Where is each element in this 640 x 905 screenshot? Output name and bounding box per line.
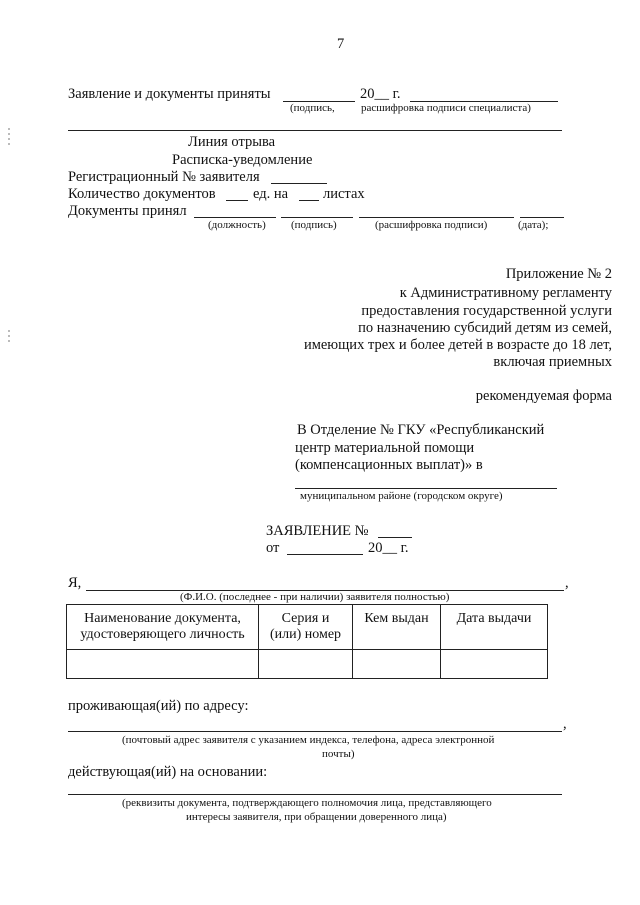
signature-caption: (подпись) — [291, 219, 337, 231]
tear-line-label: Линия отрыва — [188, 134, 276, 150]
table-row — [67, 649, 548, 678]
application-date-line — [287, 554, 363, 555]
scan-mark — [8, 143, 10, 145]
header-issued-by: Кем выдан — [353, 605, 441, 650]
cell-issued-by[interactable] — [353, 649, 441, 678]
cell-issue-date[interactable] — [441, 649, 548, 678]
page-number: 7 — [337, 36, 345, 52]
cell-document-name[interactable] — [67, 649, 259, 678]
scan-mark — [8, 138, 10, 140]
header-document-name: Наименование документа, удостоверяющего личность — [67, 605, 259, 650]
applicant-comma: , — [565, 575, 569, 591]
accepted-decode-caption: расшифровка подписи специалиста) — [361, 102, 531, 114]
scan-mark — [8, 340, 10, 342]
residence-caption-2: почты) — [322, 748, 355, 760]
accepted-by-label: Документы принял — [68, 203, 187, 219]
application-title: ЗАЯВЛЕНИЕ № — [266, 523, 369, 539]
applicant-i-label: Я, — [68, 575, 82, 591]
scan-mark — [8, 133, 10, 135]
municipality-caption: муниципальном районе (городском округе) — [300, 490, 503, 502]
scan-mark — [8, 335, 10, 337]
application-number-line — [378, 537, 412, 538]
position-caption: (должность) — [208, 219, 266, 231]
addressee-line-2: центр материальной помощи — [295, 440, 475, 456]
decode-caption: (расшифровка подписи) — [375, 219, 488, 231]
appendix-line-4: по назначению субсидий детям из семей, — [358, 320, 612, 336]
residence-comma: , — [563, 716, 567, 732]
reg-number-label: Регистрационный № заявителя — [68, 169, 260, 185]
count-units: ед. на — [253, 186, 289, 202]
application-year: 20__ г. — [368, 540, 409, 556]
form-note: рекомендуемая форма — [475, 388, 612, 404]
date-caption: (дата); — [518, 219, 549, 231]
accepted-sign-caption: (подпись, — [290, 102, 335, 114]
reg-number-line — [271, 183, 327, 184]
appendix-line-1: Приложение № 2 — [505, 266, 612, 282]
scan-mark — [8, 128, 10, 130]
count-units-line — [226, 200, 248, 201]
basis-caption-1: (реквизиты документа, подтверждающего полномочия лица, представляющего — [122, 797, 492, 809]
municipality-line — [295, 488, 557, 489]
table-header-row — [67, 605, 548, 650]
appendix-line-5: имеющих трех и более детей в возрасте до 18 лет, — [303, 337, 612, 353]
count-sheets-line — [299, 200, 319, 201]
scan-mark — [8, 330, 10, 332]
fio-caption: (Ф.И.О. (последнее - при наличии) заявителя полностью) — [180, 591, 450, 603]
count-sheets: листах — [323, 186, 365, 202]
appendix-line-3: предоставления государственной услуги — [361, 303, 612, 319]
application-from: от — [266, 540, 280, 556]
addressee-line-3: (компенсационных выплат)» в — [295, 457, 483, 473]
id-document-table — [66, 604, 548, 679]
residence-caption-1: (почтовый адрес заявителя с указанием индекса, телефона, адреса электронной — [122, 734, 495, 746]
receipt-title: Расписка-уведомление — [172, 152, 313, 168]
count-label: Количество документов — [68, 186, 216, 202]
decode-line — [359, 217, 514, 218]
accepted-label: Заявление и документы приняты — [68, 86, 271, 102]
appendix-line-2: к Административному регламенту — [399, 285, 612, 301]
tear-separator — [68, 130, 562, 131]
basis-label: действующая(ий) на основании: — [68, 764, 268, 780]
basis-line — [68, 794, 562, 795]
position-line — [194, 217, 276, 218]
appendix-line-6: включая приемных — [493, 354, 612, 370]
addressee-line-1: В Отделение № ГКУ «Республиканский — [297, 422, 545, 438]
signature-line — [281, 217, 353, 218]
header-issue-date: Дата выдачи — [441, 605, 548, 650]
accepted-year: 20__ г. — [360, 86, 401, 102]
date-line — [520, 217, 564, 218]
header-series-number: Серия и (или) номер — [259, 605, 353, 650]
residence-label: проживающая(ий) по адресу: — [68, 698, 249, 714]
residence-line — [68, 731, 562, 732]
basis-caption-2: интересы заявителя, при обращении доверенного лица) — [186, 811, 447, 823]
cell-series-number[interactable] — [259, 649, 353, 678]
